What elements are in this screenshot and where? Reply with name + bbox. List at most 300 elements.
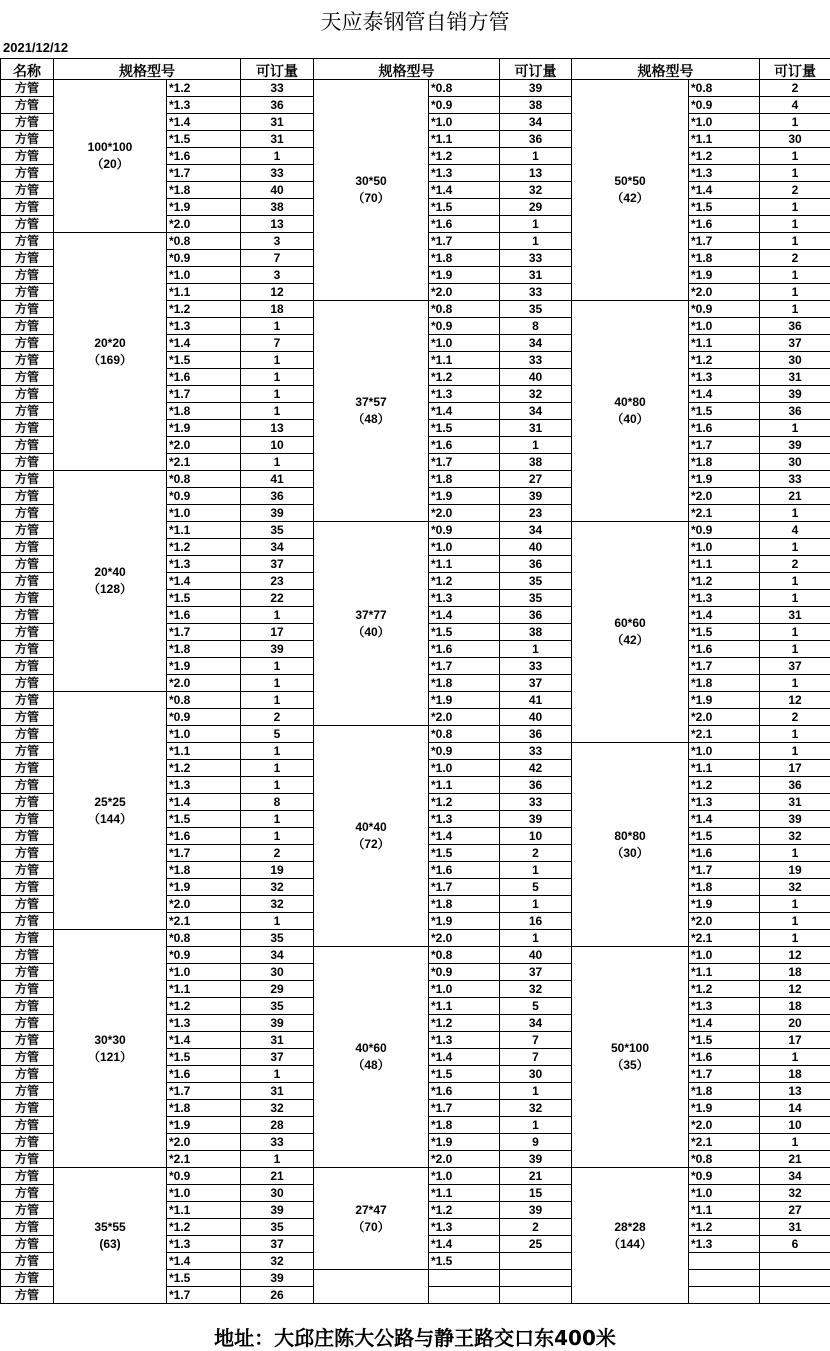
thickness-cell [689, 1287, 760, 1304]
quantity-cell: 30 [241, 1185, 314, 1202]
quantity-cell: 40 [500, 947, 572, 964]
thickness-cell: *0.9 [689, 522, 760, 539]
quantity-cell: 39 [500, 80, 572, 97]
quantity-cell: 37 [760, 335, 830, 352]
quantity-cell: 31 [760, 1219, 830, 1236]
quantity-cell: 1 [241, 692, 314, 709]
row-name-cell: 方管 [1, 250, 54, 267]
thickness-cell: *1.5 [167, 811, 241, 828]
quantity-cell: 13 [760, 1083, 830, 1100]
thickness-cell: *1.5 [167, 131, 241, 148]
thickness-cell: *1.8 [429, 675, 500, 692]
header-qty: 可订量 [760, 59, 830, 80]
quantity-cell: 1 [760, 590, 830, 607]
spec-group-count: （40） [572, 411, 688, 428]
thickness-cell: *1.5 [167, 352, 241, 369]
quantity-cell: 1 [241, 369, 314, 386]
thickness-cell: *1.2 [167, 1219, 241, 1236]
thickness-cell: *1.0 [429, 114, 500, 131]
spec-group-count: （70） [314, 1219, 428, 1236]
quantity-cell: 39 [241, 641, 314, 658]
quantity-cell: 2 [500, 845, 572, 862]
thickness-cell: *0.9 [689, 97, 760, 114]
quantity-cell: 34 [241, 539, 314, 556]
quantity-cell: 1 [241, 403, 314, 420]
thickness-cell: *1.9 [167, 199, 241, 216]
quantity-cell: 32 [500, 1100, 572, 1117]
thickness-cell: *1.5 [429, 199, 500, 216]
row-name-cell: 方管 [1, 641, 54, 658]
quantity-cell: 32 [760, 879, 830, 896]
quantity-cell: 36 [241, 488, 314, 505]
thickness-cell: *2.0 [429, 284, 500, 301]
header-name: 名称 [1, 59, 54, 80]
thickness-cell: *1.2 [429, 573, 500, 590]
quantity-cell: 3 [241, 267, 314, 284]
quantity-cell: 36 [760, 318, 830, 335]
quantity-cell: 21 [760, 1151, 830, 1168]
quantity-cell: 34 [500, 114, 572, 131]
quantity-cell: 1 [760, 505, 830, 522]
thickness-cell: *1.7 [429, 1100, 500, 1117]
thickness-cell: *0.8 [167, 233, 241, 250]
thickness-cell: *1.5 [429, 420, 500, 437]
quantity-cell: 1 [500, 233, 572, 250]
quantity-cell: 33 [500, 794, 572, 811]
quantity-cell: 36 [500, 131, 572, 148]
thickness-cell: *1.7 [167, 386, 241, 403]
spec-group-size: 20*20 [54, 335, 166, 352]
header-spec: 规格型号 [54, 59, 241, 80]
header-qty: 可订量 [241, 59, 314, 80]
row-name-cell: 方管 [1, 437, 54, 454]
quantity-cell: 33 [760, 471, 830, 488]
quantity-cell: 32 [500, 386, 572, 403]
quantity-cell: 40 [500, 369, 572, 386]
thickness-cell: *2.0 [429, 930, 500, 947]
thickness-cell: *1.0 [167, 267, 241, 284]
spec-group-size: 40*60 [314, 1040, 428, 1057]
thickness-cell: *1.5 [167, 590, 241, 607]
quantity-cell: 2 [760, 709, 830, 726]
quantity-cell: 37 [500, 964, 572, 981]
thickness-cell: *1.3 [689, 165, 760, 182]
thickness-cell: *1.8 [689, 1083, 760, 1100]
spec-group-cell [54, 471, 167, 692]
thickness-cell: *1.3 [689, 590, 760, 607]
row-name-cell: 方管 [1, 947, 54, 964]
quantity-cell: 2 [241, 709, 314, 726]
quantity-cell: 35 [241, 522, 314, 539]
quantity-cell: 19 [760, 862, 830, 879]
quantity-cell: 12 [760, 981, 830, 998]
spec-group-cell [572, 80, 689, 301]
quantity-cell: 6 [760, 1236, 830, 1253]
thickness-cell: *1.7 [429, 879, 500, 896]
quantity-cell: 29 [241, 981, 314, 998]
thickness-cell: *1.5 [689, 624, 760, 641]
quantity-cell: 1 [241, 607, 314, 624]
spec-group-size: 27*47 [314, 1202, 428, 1219]
thickness-cell: *1.3 [167, 777, 241, 794]
quantity-cell: 35 [241, 930, 314, 947]
thickness-cell: *1.1 [429, 352, 500, 369]
spec-group-size: 80*80 [572, 828, 688, 845]
row-name-cell: 方管 [1, 114, 54, 131]
row-name-cell: 方管 [1, 301, 54, 318]
spec-group-size: 35*55 [54, 1219, 166, 1236]
thickness-cell: *1.0 [167, 1185, 241, 1202]
spec-group-size: 25*25 [54, 794, 166, 811]
quantity-cell: 13 [241, 420, 314, 437]
spec-group-size: 30*30 [54, 1032, 166, 1049]
spec-group-size: 20*40 [54, 564, 166, 581]
thickness-cell: *0.9 [429, 743, 500, 760]
quantity-cell: 39 [760, 811, 830, 828]
thickness-cell: *2.0 [429, 709, 500, 726]
spec-group-cell [314, 1168, 429, 1270]
spec-group-cell [314, 726, 429, 947]
row-name-cell: 方管 [1, 471, 54, 488]
row-name-cell: 方管 [1, 1100, 54, 1117]
spec-group-count: （40） [314, 624, 428, 641]
quantity-cell: 2 [760, 250, 830, 267]
spec-group-size: 37*77 [314, 607, 428, 624]
quantity-cell: 1 [760, 114, 830, 131]
quantity-cell: 39 [241, 505, 314, 522]
row-name-cell: 方管 [1, 1270, 54, 1287]
quantity-cell: 1 [241, 913, 314, 930]
row-name-cell: 方管 [1, 386, 54, 403]
quantity-cell: 1 [760, 1049, 830, 1066]
spec-group-cell [54, 930, 167, 1168]
row-name-cell: 方管 [1, 335, 54, 352]
quantity-cell: 34 [500, 522, 572, 539]
thickness-cell: *0.9 [167, 250, 241, 267]
quantity-cell: 40 [241, 182, 314, 199]
quantity-cell: 35 [241, 1219, 314, 1236]
stock-table [0, 58, 830, 1304]
quantity-cell: 1 [760, 896, 830, 913]
spec-group-count: （48） [314, 411, 428, 428]
thickness-cell: *1.8 [167, 862, 241, 879]
thickness-cell: *2.0 [429, 1151, 500, 1168]
quantity-cell: 10 [500, 828, 572, 845]
thickness-cell: *1.7 [167, 1287, 241, 1304]
thickness-cell: *1.4 [429, 828, 500, 845]
thickness-cell: *1.3 [689, 369, 760, 386]
thickness-cell: *1.7 [167, 1083, 241, 1100]
thickness-cell: *2.0 [167, 216, 241, 233]
row-name-cell: 方管 [1, 726, 54, 743]
quantity-cell: 12 [760, 692, 830, 709]
thickness-cell: *0.9 [429, 97, 500, 114]
quantity-cell: 34 [241, 947, 314, 964]
quantity-cell: 31 [241, 1032, 314, 1049]
spec-group-cell [314, 301, 429, 522]
thickness-cell: *1.0 [689, 318, 760, 335]
quantity-cell: 32 [500, 182, 572, 199]
quantity-cell: 1 [760, 539, 830, 556]
thickness-cell: *1.6 [429, 437, 500, 454]
row-name-cell: 方管 [1, 1032, 54, 1049]
row-name-cell: 方管 [1, 1049, 54, 1066]
thickness-cell: *2.0 [689, 488, 760, 505]
thickness-cell: *0.9 [167, 1168, 241, 1185]
spec-group-count: （20） [54, 156, 166, 173]
spec-group-count: （42） [572, 190, 688, 207]
thickness-cell: *1.8 [167, 403, 241, 420]
thickness-cell: *1.7 [689, 862, 760, 879]
row-name-cell: 方管 [1, 182, 54, 199]
thickness-cell: *2.1 [689, 930, 760, 947]
thickness-cell: *1.1 [167, 522, 241, 539]
thickness-cell: *2.0 [689, 709, 760, 726]
thickness-cell: *1.3 [167, 556, 241, 573]
thickness-cell: *1.3 [429, 165, 500, 182]
quantity-cell: 38 [500, 624, 572, 641]
row-name-cell: 方管 [1, 1151, 54, 1168]
thickness-cell: *1.4 [689, 386, 760, 403]
thickness-cell: *1.5 [429, 845, 500, 862]
row-name-cell: 方管 [1, 318, 54, 335]
row-name-cell: 方管 [1, 590, 54, 607]
quantity-cell: 1 [760, 624, 830, 641]
quantity-cell: 30 [760, 131, 830, 148]
thickness-cell: *0.8 [167, 471, 241, 488]
row-name-cell: 方管 [1, 658, 54, 675]
thickness-cell: *2.0 [689, 284, 760, 301]
quantity-cell: 17 [760, 1032, 830, 1049]
quantity-cell: 39 [760, 386, 830, 403]
spec-group-count: （42） [572, 632, 688, 649]
thickness-cell: *2.0 [167, 675, 241, 692]
thickness-cell: *1.8 [167, 1100, 241, 1117]
quantity-cell: 32 [241, 879, 314, 896]
quantity-cell: 31 [241, 114, 314, 131]
thickness-cell: *1.1 [689, 964, 760, 981]
quantity-cell: 25 [500, 1236, 572, 1253]
quantity-cell: 1 [760, 199, 830, 216]
row-name-cell: 方管 [1, 862, 54, 879]
row-name-cell: 方管 [1, 1236, 54, 1253]
quantity-cell: 16 [500, 913, 572, 930]
thickness-cell: *1.5 [167, 1049, 241, 1066]
thickness-cell: *1.8 [689, 675, 760, 692]
page-title: 天应泰钢管自销方管 [0, 6, 830, 36]
spec-group-count: （128） [54, 581, 166, 598]
thickness-cell: *1.6 [429, 216, 500, 233]
thickness-cell: *0.8 [689, 1151, 760, 1168]
thickness-cell: *0.8 [429, 301, 500, 318]
thickness-cell: *1.9 [689, 267, 760, 284]
report-date: 2021/12/12 [3, 40, 68, 55]
quantity-cell: 1 [241, 811, 314, 828]
spec-group-count: （144） [54, 811, 166, 828]
thickness-cell: *1.7 [689, 1066, 760, 1083]
thickness-cell: *2.0 [167, 1134, 241, 1151]
quantity-cell: 36 [500, 726, 572, 743]
quantity-cell: 23 [500, 505, 572, 522]
spec-group-size: 30*50 [314, 173, 428, 190]
thickness-cell: *1.3 [689, 794, 760, 811]
quantity-cell [500, 1253, 572, 1270]
thickness-cell: *1.6 [167, 828, 241, 845]
quantity-cell: 1 [500, 930, 572, 947]
quantity-cell: 5 [241, 726, 314, 743]
spec-group-size: 28*28 [572, 1219, 688, 1236]
quantity-cell: 14 [760, 1100, 830, 1117]
thickness-cell: *1.6 [689, 641, 760, 658]
thickness-cell: *0.9 [429, 318, 500, 335]
quantity-cell: 1 [760, 675, 830, 692]
thickness-cell: *1.8 [167, 182, 241, 199]
thickness-cell: *1.5 [689, 199, 760, 216]
quantity-cell: 5 [500, 998, 572, 1015]
row-name-cell: 方管 [1, 743, 54, 760]
quantity-cell: 1 [760, 216, 830, 233]
thickness-cell: *1.4 [167, 1253, 241, 1270]
quantity-cell: 1 [500, 1083, 572, 1100]
row-name-cell: 方管 [1, 1219, 54, 1236]
quantity-cell: 1 [760, 165, 830, 182]
thickness-cell: *1.5 [689, 828, 760, 845]
thickness-cell: *1.0 [167, 726, 241, 743]
quantity-cell: 1 [760, 284, 830, 301]
thickness-cell: *1.3 [429, 590, 500, 607]
thickness-cell: *1.8 [429, 896, 500, 913]
quantity-cell: 1 [760, 930, 830, 947]
thickness-cell: *1.8 [167, 641, 241, 658]
thickness-cell: *1.1 [429, 131, 500, 148]
thickness-cell: *1.2 [429, 369, 500, 386]
spec-group-cell [314, 1270, 429, 1304]
thickness-cell: *1.0 [689, 743, 760, 760]
quantity-cell: 33 [241, 165, 314, 182]
row-name-cell: 方管 [1, 1134, 54, 1151]
quantity-cell: 39 [760, 437, 830, 454]
quantity-cell: 1 [241, 454, 314, 471]
quantity-cell: 33 [241, 80, 314, 97]
thickness-cell: *1.4 [429, 403, 500, 420]
quantity-cell: 30 [760, 352, 830, 369]
spec-group-cell [572, 1168, 689, 1304]
quantity-cell: 10 [241, 437, 314, 454]
thickness-cell: *1.1 [689, 760, 760, 777]
row-name-cell: 方管 [1, 420, 54, 437]
thickness-cell: *1.9 [689, 896, 760, 913]
thickness-cell: *1.5 [429, 624, 500, 641]
quantity-cell: 40 [500, 539, 572, 556]
thickness-cell: *1.2 [167, 80, 241, 97]
row-name-cell: 方管 [1, 845, 54, 862]
quantity-cell: 35 [500, 573, 572, 590]
thickness-cell: *1.2 [429, 148, 500, 165]
quantity-cell: 39 [241, 1270, 314, 1287]
thickness-cell: *1.1 [429, 556, 500, 573]
quantity-cell: 36 [760, 403, 830, 420]
thickness-cell: *0.9 [429, 964, 500, 981]
row-name-cell: 方管 [1, 1066, 54, 1083]
quantity-cell: 1 [241, 760, 314, 777]
header-row [1, 59, 830, 80]
quantity-cell: 2 [760, 182, 830, 199]
thickness-cell: *1.2 [689, 777, 760, 794]
spec-group-cell [54, 80, 167, 233]
thickness-cell: *2.1 [167, 454, 241, 471]
thickness-cell: *1.0 [167, 505, 241, 522]
thickness-cell: *1.5 [429, 1253, 500, 1270]
spec-group-size: 60*60 [572, 615, 688, 632]
thickness-cell: *1.6 [429, 862, 500, 879]
quantity-cell: 1 [500, 896, 572, 913]
thickness-cell: *1.6 [689, 420, 760, 437]
spec-group-cell [54, 692, 167, 930]
row-name-cell: 方管 [1, 879, 54, 896]
quantity-cell: 40 [500, 709, 572, 726]
quantity-cell: 39 [500, 488, 572, 505]
quantity-cell: 35 [500, 590, 572, 607]
thickness-cell: *2.1 [689, 505, 760, 522]
quantity-cell [760, 1287, 830, 1304]
quantity-cell: 32 [241, 1253, 314, 1270]
row-name-cell: 方管 [1, 267, 54, 284]
row-name-cell: 方管 [1, 80, 54, 97]
quantity-cell: 31 [760, 607, 830, 624]
row-name-cell: 方管 [1, 369, 54, 386]
thickness-cell: *1.4 [167, 573, 241, 590]
thickness-cell: *1.2 [689, 981, 760, 998]
thickness-cell: *1.4 [167, 335, 241, 352]
quantity-cell: 1 [241, 318, 314, 335]
quantity-cell: 4 [760, 522, 830, 539]
quantity-cell: 31 [241, 1083, 314, 1100]
row-name-cell: 方管 [1, 1185, 54, 1202]
quantity-cell: 38 [241, 199, 314, 216]
thickness-cell: *1.9 [167, 879, 241, 896]
thickness-cell: *1.9 [429, 692, 500, 709]
spec-group-count: （35） [572, 1057, 688, 1074]
quantity-cell: 9 [500, 1134, 572, 1151]
quantity-cell: 27 [500, 471, 572, 488]
thickness-cell: *1.1 [167, 1202, 241, 1219]
spec-group-cell [572, 947, 689, 1168]
quantity-cell: 21 [241, 1168, 314, 1185]
thickness-cell: *1.4 [429, 1236, 500, 1253]
quantity-cell: 36 [500, 607, 572, 624]
row-name-cell: 方管 [1, 1168, 54, 1185]
quantity-cell: 36 [500, 556, 572, 573]
thickness-cell: *1.9 [429, 1134, 500, 1151]
thickness-cell: *1.2 [167, 998, 241, 1015]
thickness-cell: *1.0 [689, 114, 760, 131]
quantity-cell: 33 [500, 284, 572, 301]
thickness-cell: *1.3 [167, 97, 241, 114]
thickness-cell: *1.6 [167, 148, 241, 165]
row-name-cell: 方管 [1, 964, 54, 981]
thickness-cell: *1.1 [167, 284, 241, 301]
quantity-cell: 1 [760, 913, 830, 930]
spec-group-size: 100*100 [54, 139, 166, 156]
thickness-cell: *2.1 [167, 1151, 241, 1168]
thickness-cell: *1.7 [689, 658, 760, 675]
spec-group-size: 50*100 [572, 1040, 688, 1057]
quantity-cell: 1 [241, 777, 314, 794]
quantity-cell: 1 [760, 233, 830, 250]
header-qty: 可订量 [500, 59, 572, 80]
row-name-cell: 方管 [1, 811, 54, 828]
thickness-cell: *1.6 [689, 1049, 760, 1066]
